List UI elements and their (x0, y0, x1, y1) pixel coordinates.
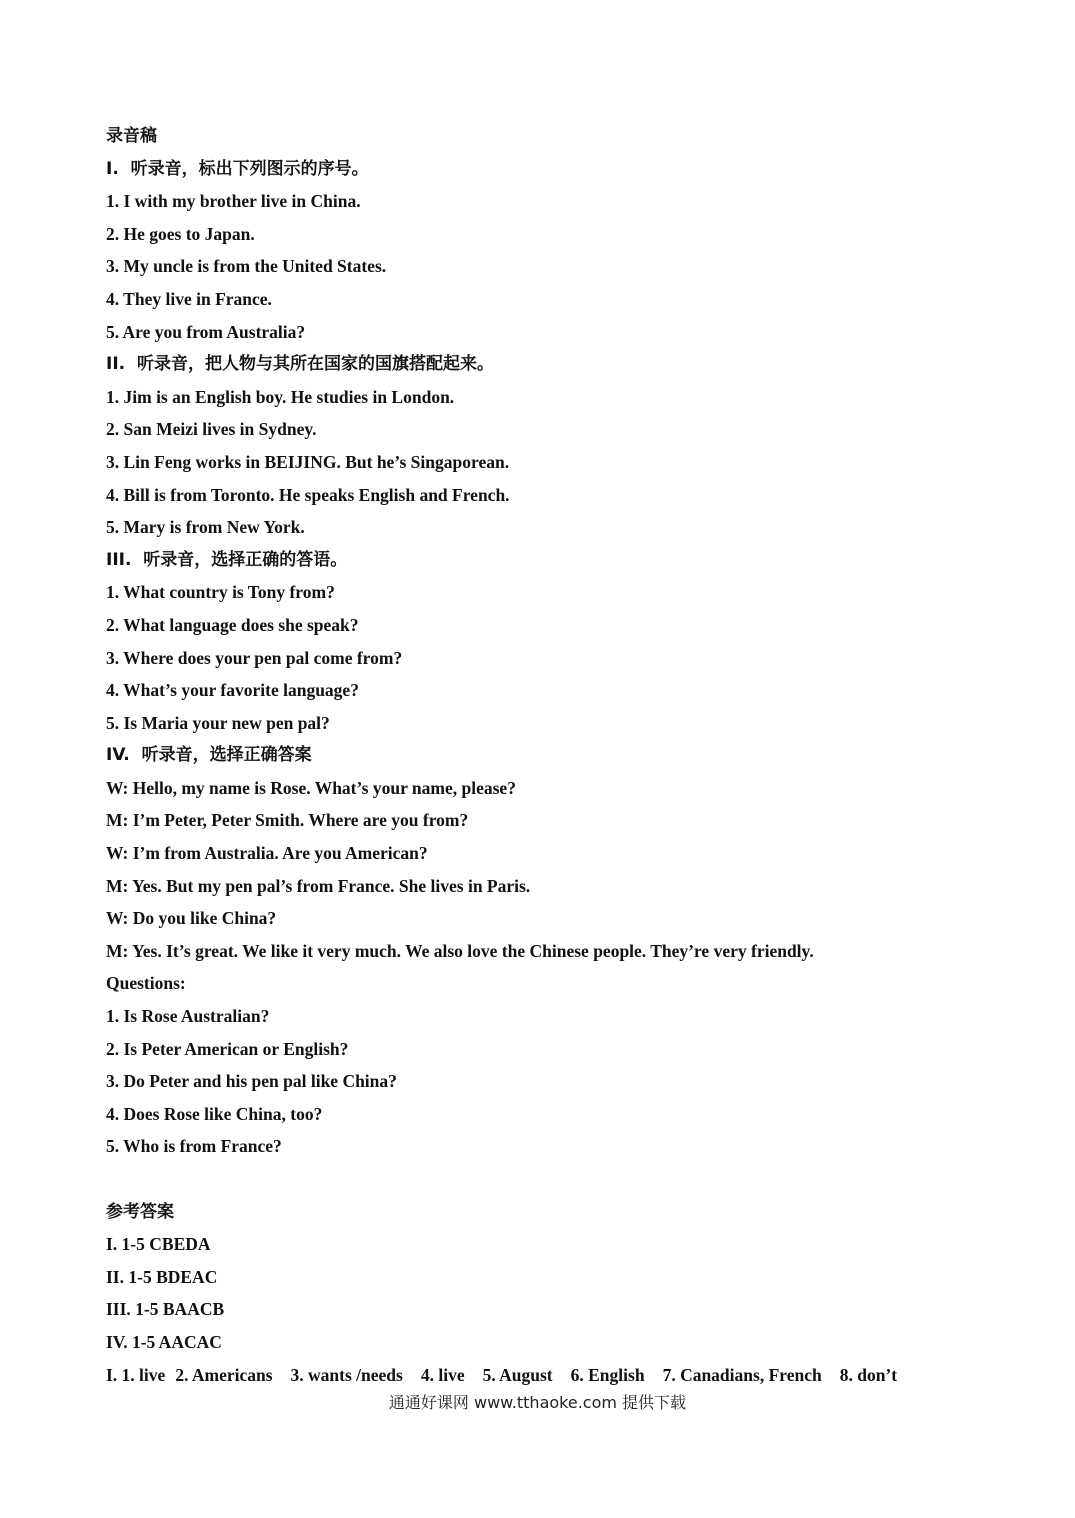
dialogue-line: W: I’m from Australia. Are you American? (106, 843, 428, 864)
transcript-line: 4. What’s your favorite language? (106, 680, 359, 701)
section-spacer (106, 1163, 1006, 1196)
transcript-line: 5. Is Maria your new pen pal? (106, 712, 330, 733)
transcript-line: 2. What language does she speak? (106, 614, 359, 635)
section-heading: III. 听录音，选择正确的答语。 (106, 549, 348, 570)
answer-item: 6. English (570, 1364, 645, 1385)
answer-item: 2. Americans (175, 1364, 273, 1385)
dialogue-line: M: I’m Peter, Peter Smith. Where are you from? (106, 810, 469, 831)
transcript-line: 3. My uncle is from the United States. (106, 256, 387, 277)
page-footer: 通通好课网 www.tthaoke.com 提供下载 (388, 1393, 687, 1412)
answer-item: 5. August (482, 1364, 553, 1385)
answer-item: 7. Canadians, French (662, 1364, 822, 1385)
question-line: 1. Is Rose Australian? (106, 1006, 270, 1027)
transcript-line: 1. What country is Tony from? (106, 582, 335, 603)
answer-item: 8. don’t (839, 1364, 898, 1385)
question-line: 5. Who is from France? (106, 1136, 282, 1157)
transcript-title: 录音稿 (106, 126, 157, 146)
questions-label: Questions: (106, 973, 186, 994)
answer-item: 4. live (420, 1364, 465, 1385)
transcript-line: 3. Lin Feng works in BEIJING. But he’s Singaporean. (106, 451, 510, 472)
transcript-line: 4. Bill is from Toronto. He speaks English and French. (106, 484, 510, 505)
transcript-line: 2. San Meizi lives in Sydney. (106, 419, 317, 440)
dialogue-line: W: Do you like China? (106, 908, 277, 929)
section-heading: IV. 听录音，选择正确答案 (106, 745, 312, 766)
question-line: 2. Is Peter American or English? (106, 1038, 349, 1059)
section-heading: I. 听录音，标出下列图示的序号。 (106, 158, 369, 179)
transcript-line: 1. Jim is an English boy. He studies in London. (106, 386, 455, 407)
transcript-line: 5. Mary is from New York. (106, 517, 305, 538)
transcript-line: 5. Are you from Australia? (106, 321, 306, 342)
transcript-line: 4. They live in France. (106, 288, 272, 309)
section-heading: II. 听录音，把人物与其所在国家的国旗搭配起来。 (106, 354, 494, 375)
answer-item: 3. wants /needs (290, 1364, 403, 1385)
document-body (106, 120, 1006, 1391)
transcript-line: 2. He goes to Japan. (106, 223, 255, 244)
answer-line: I. 1-5 CBEDA (106, 1234, 211, 1255)
answer-line: IV. 1-5 AACAC (106, 1331, 222, 1352)
dialogue-line: M: Yes. But my pen pal’s from France. She lives in Paris. (106, 875, 531, 896)
answer-item: I. 1. live (106, 1364, 166, 1385)
answer-row-vocab (106, 1359, 1006, 1392)
transcript-line: 3. Where does your pen pal come from? (106, 647, 403, 668)
question-line: 4. Does Rose like China, too? (106, 1103, 323, 1124)
answer-line: III. 1-5 BAACB (106, 1299, 225, 1320)
answer-line: II. 1-5 BDEAC (106, 1266, 218, 1287)
transcript-line: 1. I with my brother live in China. (106, 191, 361, 212)
answers-title: 参考答案 (106, 1201, 174, 1222)
dialogue-line: M: Yes. It’s great. We like it very much. We also love the Chinese people. They’re very friendly. (106, 940, 814, 961)
dialogue-line: W: Hello, my name is Rose. What’s your name, please? (106, 777, 516, 798)
question-line: 3. Do Peter and his pen pal like China? (106, 1071, 397, 1092)
